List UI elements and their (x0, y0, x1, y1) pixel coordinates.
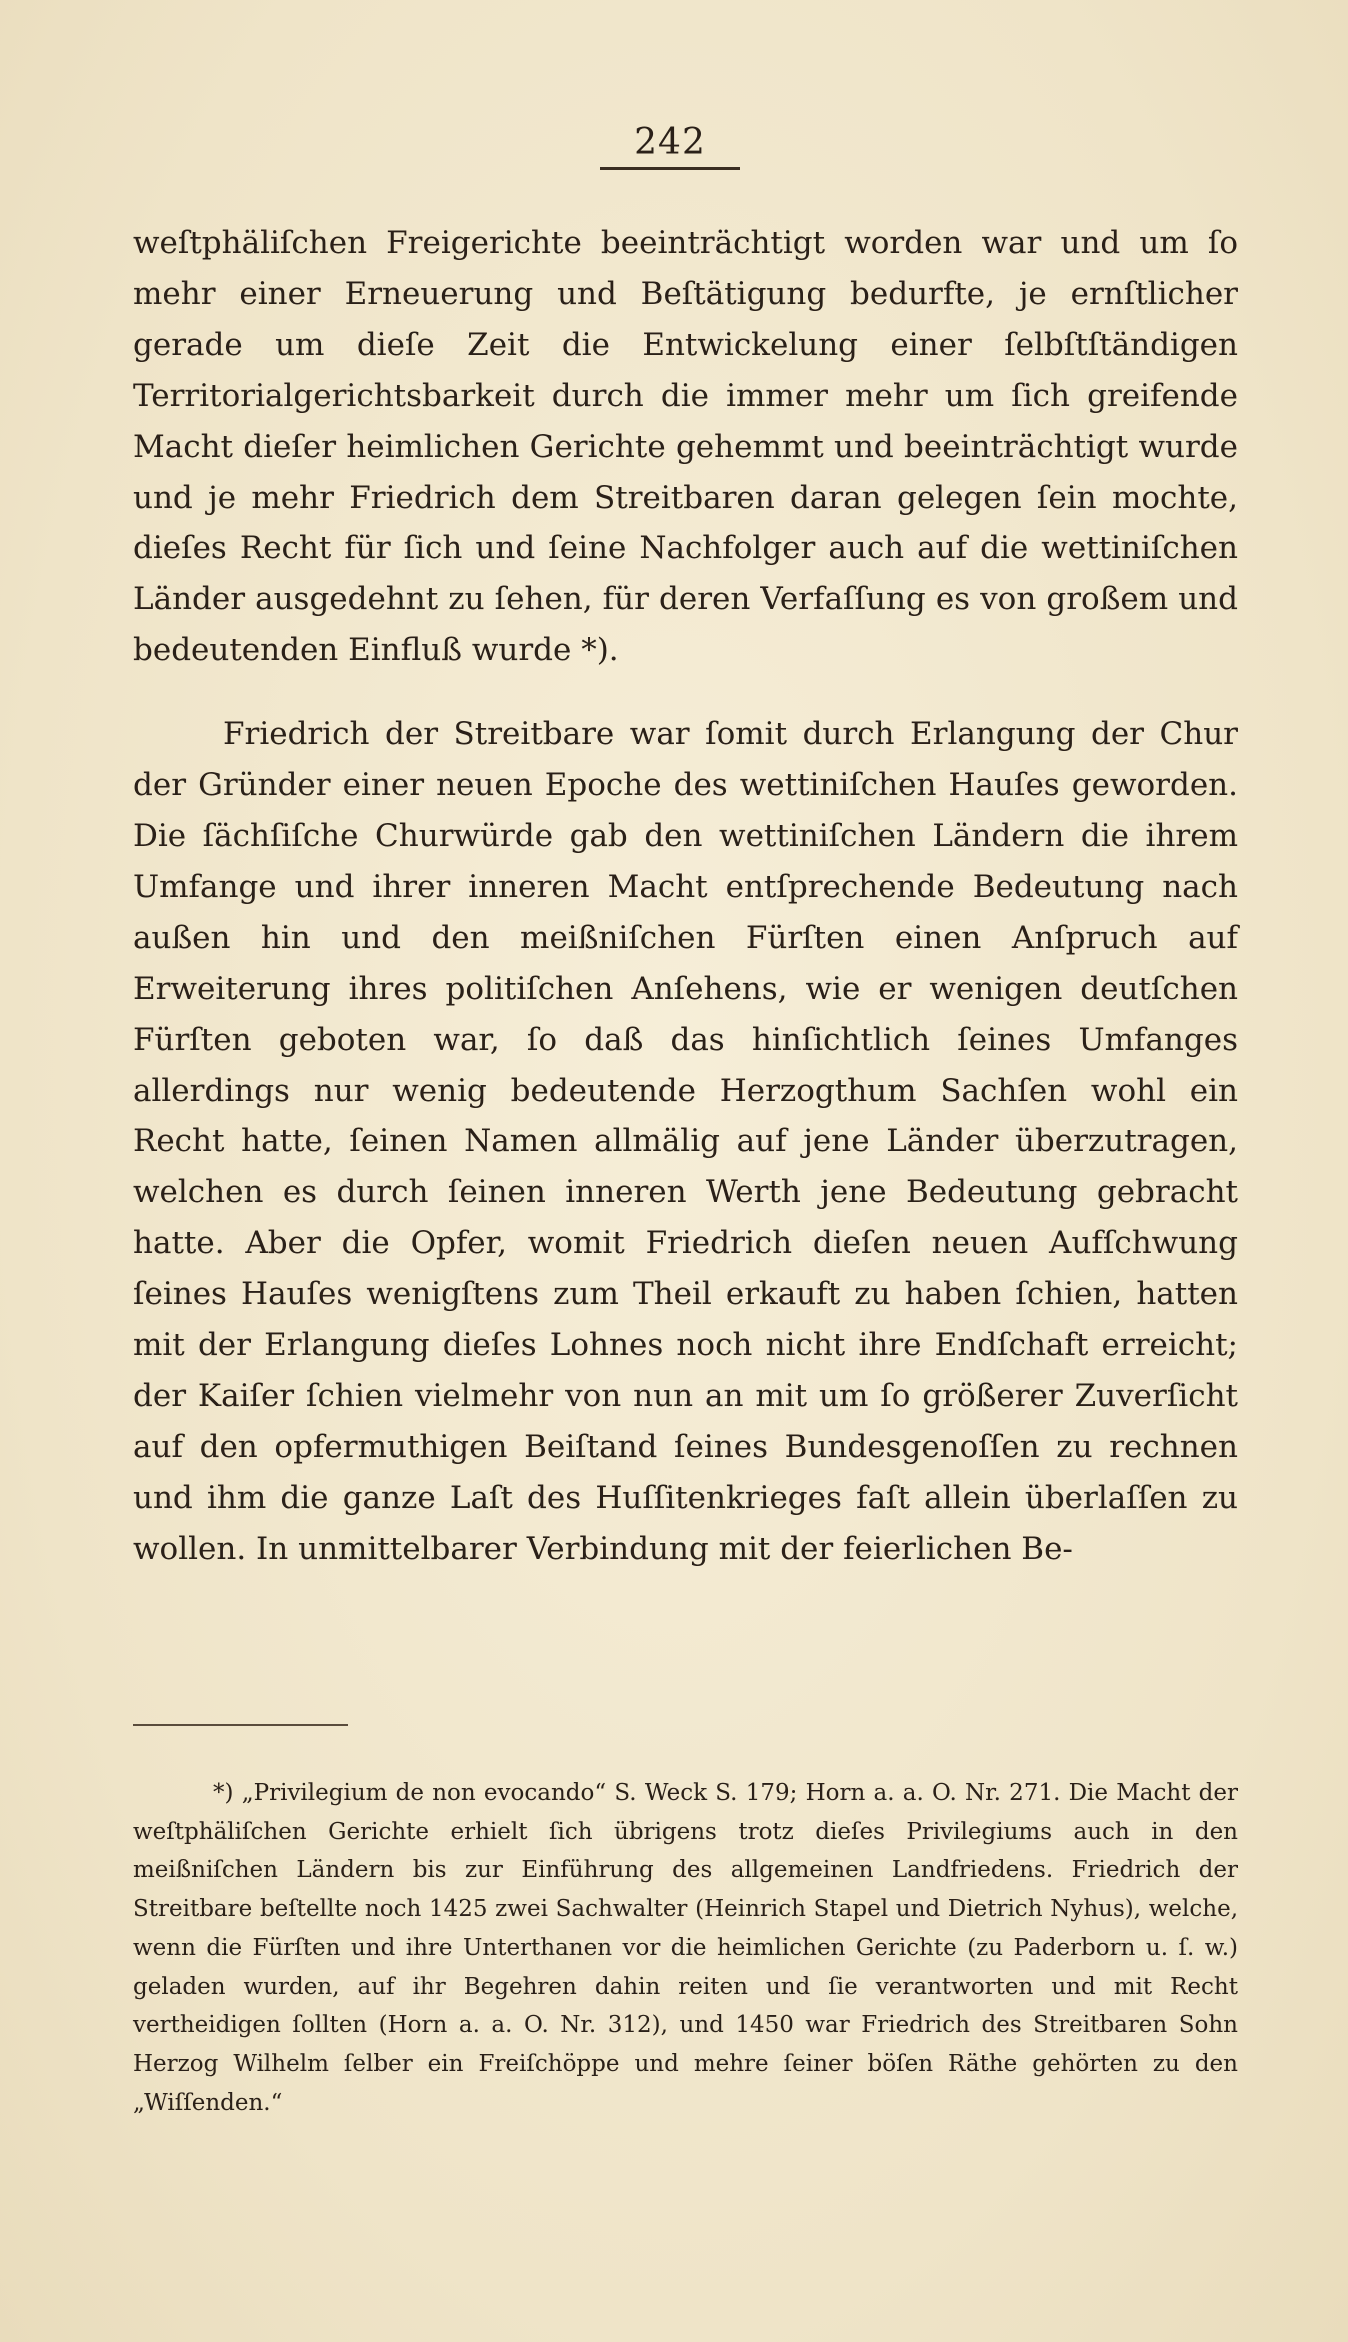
paragraph: Friedrich der Streitbare war ſomit durch Erlangung der Chur der Gründer einer neuen Epoche des wettiniſchen Hauſes geworden. Die ſächſiſche Churwürde gab den wettiniſchen Ländern die ihrem Umfange und ihrer inneren Macht entſprechende Bedeutung nach außen hin und den meißniſchen Fürſten einen Anſpruch auf Erweiterung ihres politiſchen Anſehens, wie er wenigen deutſchen Fürſten geboten war, ſo daß das hinſichtlich ſeines Umfanges allerdings nur wenig bedeutende Herzogthum Sachſen wohl ein Recht hatte, ſeinen Namen allmälig auf jene Länder überzutragen, welchen es durch ſeinen inneren Werth jene Bedeutung gebracht hatte. Aber die Opfer, womit Friedrich dieſen neuen Aufſchwung ſeines Hauſes wenigſtens zum Theil erkauft zu haben ſchien, hatten mit der Erlangung dieſes Lohnes noch nicht ihre Endſchaft erreicht; der Kaiſer ſchien vielmehr von nun an mit um ſo größerer Zuverſicht auf den opfermuthigen Beiſtand ſeines Bundesgenoſſen zu rechnen und ihm die ganze Laſt des Huſſitenkrieges faſt allein überlaſſen zu wollen. In unmittelbarer Verbindung mit der feierlichen Be- (133, 716, 1238, 1567)
page-number: 242 (600, 122, 740, 170)
footnote-divider (133, 1724, 348, 1726)
paragraph: weſtphäliſchen Freigerichte beeinträchtigt worden war und um ſo mehr einer Erneuerung und Beſtätigung bedurfte, je ernſtlicher gerade um dieſe Zeit die Entwickelung einer ſelbſtſtändigen Territorialgerichtsbarkeit durch die immer mehr um ſich greifende Macht dieſer heimlichen Gerichte gehemmt und beeinträchtigt wurde und je mehr Friedrich dem Streitbaren daran gelegen ſein mochte, dieſes Recht für ſich und ſeine Nachfolger auch auf die wettiniſchen Länder ausgedehnt zu ſehen, für deren Verfaſſung es von großem und bedeutenden Einfluß wurde *). (133, 225, 1238, 669)
main-text (133, 218, 1238, 1575)
footnote: *) „Privilegium de non evocando“ S. Weck S. 179; Horn a. a. O. Nr. 271. Die Macht der weſtphäliſchen Gerichte erhielt ſich übrigens trotz dieſes Privilegiums auch in den meißniſchen Ländern bis zur Einführung des allgemeinen Landfriedens. Friedrich der Streitbare beſtellte noch 1425 zwei Sachwalter (Heinrich Stapel und Dietrich Nyhus), welche, wenn die Fürſten und ihre Unterthanen vor die heimlichen Gerichte (zu Paderborn u. ſ. w.) geladen wurden, auf ihr Begehren dahin reiten und ſie verantworten und mit Recht vertheidigen ſollten (Horn a. a. O. Nr. 312), und 1450 war Friedrich des Streitbaren Sohn Herzog Wilhelm ſelber ein Freiſchöppe und mehre ſeiner böſen Räthe gehörten zu den „Wiſſenden.“ (133, 1780, 1238, 2116)
footnotes (133, 1774, 1238, 2122)
